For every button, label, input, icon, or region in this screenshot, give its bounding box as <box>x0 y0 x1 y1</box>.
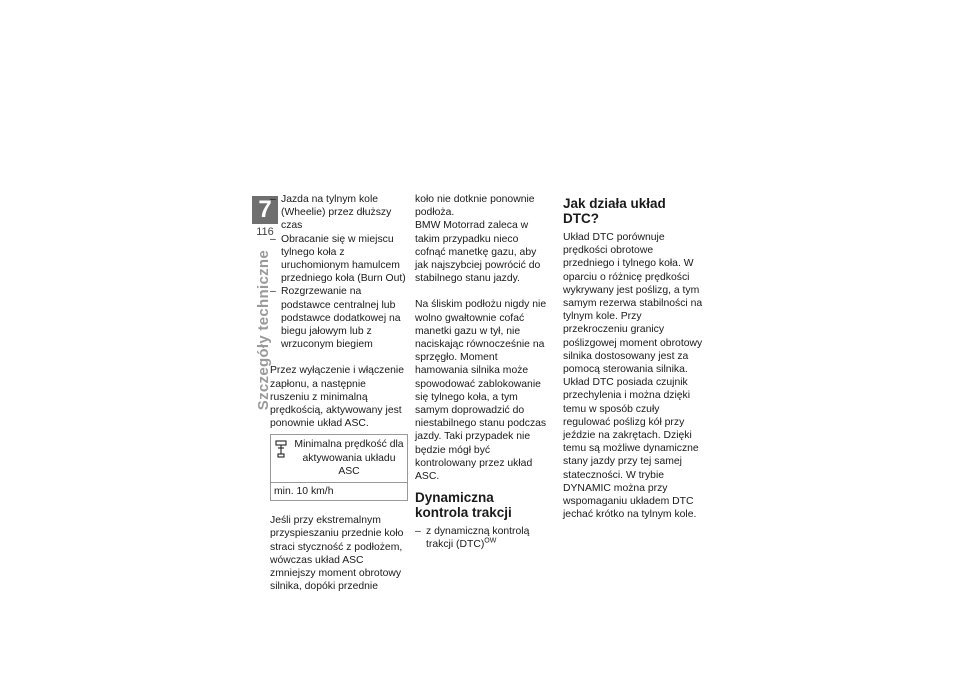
paragraph: Jeśli przy ekstremalnym przyspieszaniu przednie koło straci styczność z podłożem, wówczas układ ASC zmniejszy moment obrotowy silnika, dopóki przednie <box>270 515 404 593</box>
speedometer-icon <box>274 438 294 462</box>
list-item <box>415 525 550 551</box>
condition-list <box>270 193 408 351</box>
paragraph: BMW Motorrad zaleca w takim przypadku nieco cofnąć manetkę gazu, aby jak najszybciej powrócić do stabilnego stanu jazdy. <box>415 220 541 285</box>
spec-header <box>271 435 407 483</box>
list-item: – Jazda na tylnym kole (Wheelie) przez dłuższy czas <box>270 193 408 233</box>
option-text: z dynamiczną kontrolą trakcji (DTC) <box>426 526 530 551</box>
paragraph: Układ DTC porównuje prędkości obrotowe przedniego i tylnego koła. W oparciu o różnicę prędkości wykrywany jest poślizg, a tym samym rezerwa stabilności na tylnym kole. Przy przekroczeniu granicy poślizgowej moment obrotowy silnika dostosowany jest za pomocą sterowania silnika. Układ DTC posiada czujnik przechylenia i można dzięki temu w sposób czuły regulować poślizg kół przy jeździe na zakrętach. Dzięki temu są możliwe dynamiczne stany jazdy przy tej samej stateczności. W trybie DYNAMIC można przy wspomaganiu układem DTC jechać krótko na tylnym kole. <box>563 232 703 521</box>
chapter-title: Szczegóły techniczne <box>255 250 272 411</box>
spec-table <box>270 434 408 501</box>
section-heading: Jak działa układ DTC? <box>563 196 666 226</box>
page-number: 116 <box>256 226 274 238</box>
column-3 <box>563 193 703 521</box>
paragraph: Przez wyłączenie i włączenie zapłonu, a następnie ruszeniu z minimalną prędkością, aktywowany jest ponownie układ ASC. <box>270 365 404 430</box>
column-1 <box>270 193 408 593</box>
list-item: – Rozgrzewanie na podstawce centralnej lub podstawce dodatkowej na biegu jałowym lub z wrzuconym biegiem <box>270 285 408 351</box>
list-item: – Obracanie się w miejscu tylnego koła z uruchomionym hamulcem przedniego koła (Burn Out) <box>270 233 408 286</box>
paragraph: koło nie dotknie ponownie podłoża. <box>415 194 535 219</box>
section-heading: Dynamiczna kontrola trakcji <box>415 490 512 521</box>
spec-label: Minimalna prędkość dla aktywowania układu ASC <box>294 439 404 477</box>
column-2 <box>415 193 550 552</box>
spec-value: min. 10 km/h <box>274 486 334 498</box>
option-list <box>415 525 550 551</box>
chapter-number: 7 <box>252 196 278 224</box>
paragraph: Na śliskim podłożu nigdy nie wolno gwałtownie cofać manetki gazu w tył, nie naciskając równocześnie na sprzęgło. Moment hamowania silnika może spowodować zablokowanie się tylnego koła, a tym samym doprowadzić do niestabilnego stanu podczas jazdy. Taki przypadek nie będzie mógł być kontrolowany przez układ ASC. <box>415 299 547 483</box>
option-superscript: OW <box>484 538 497 545</box>
